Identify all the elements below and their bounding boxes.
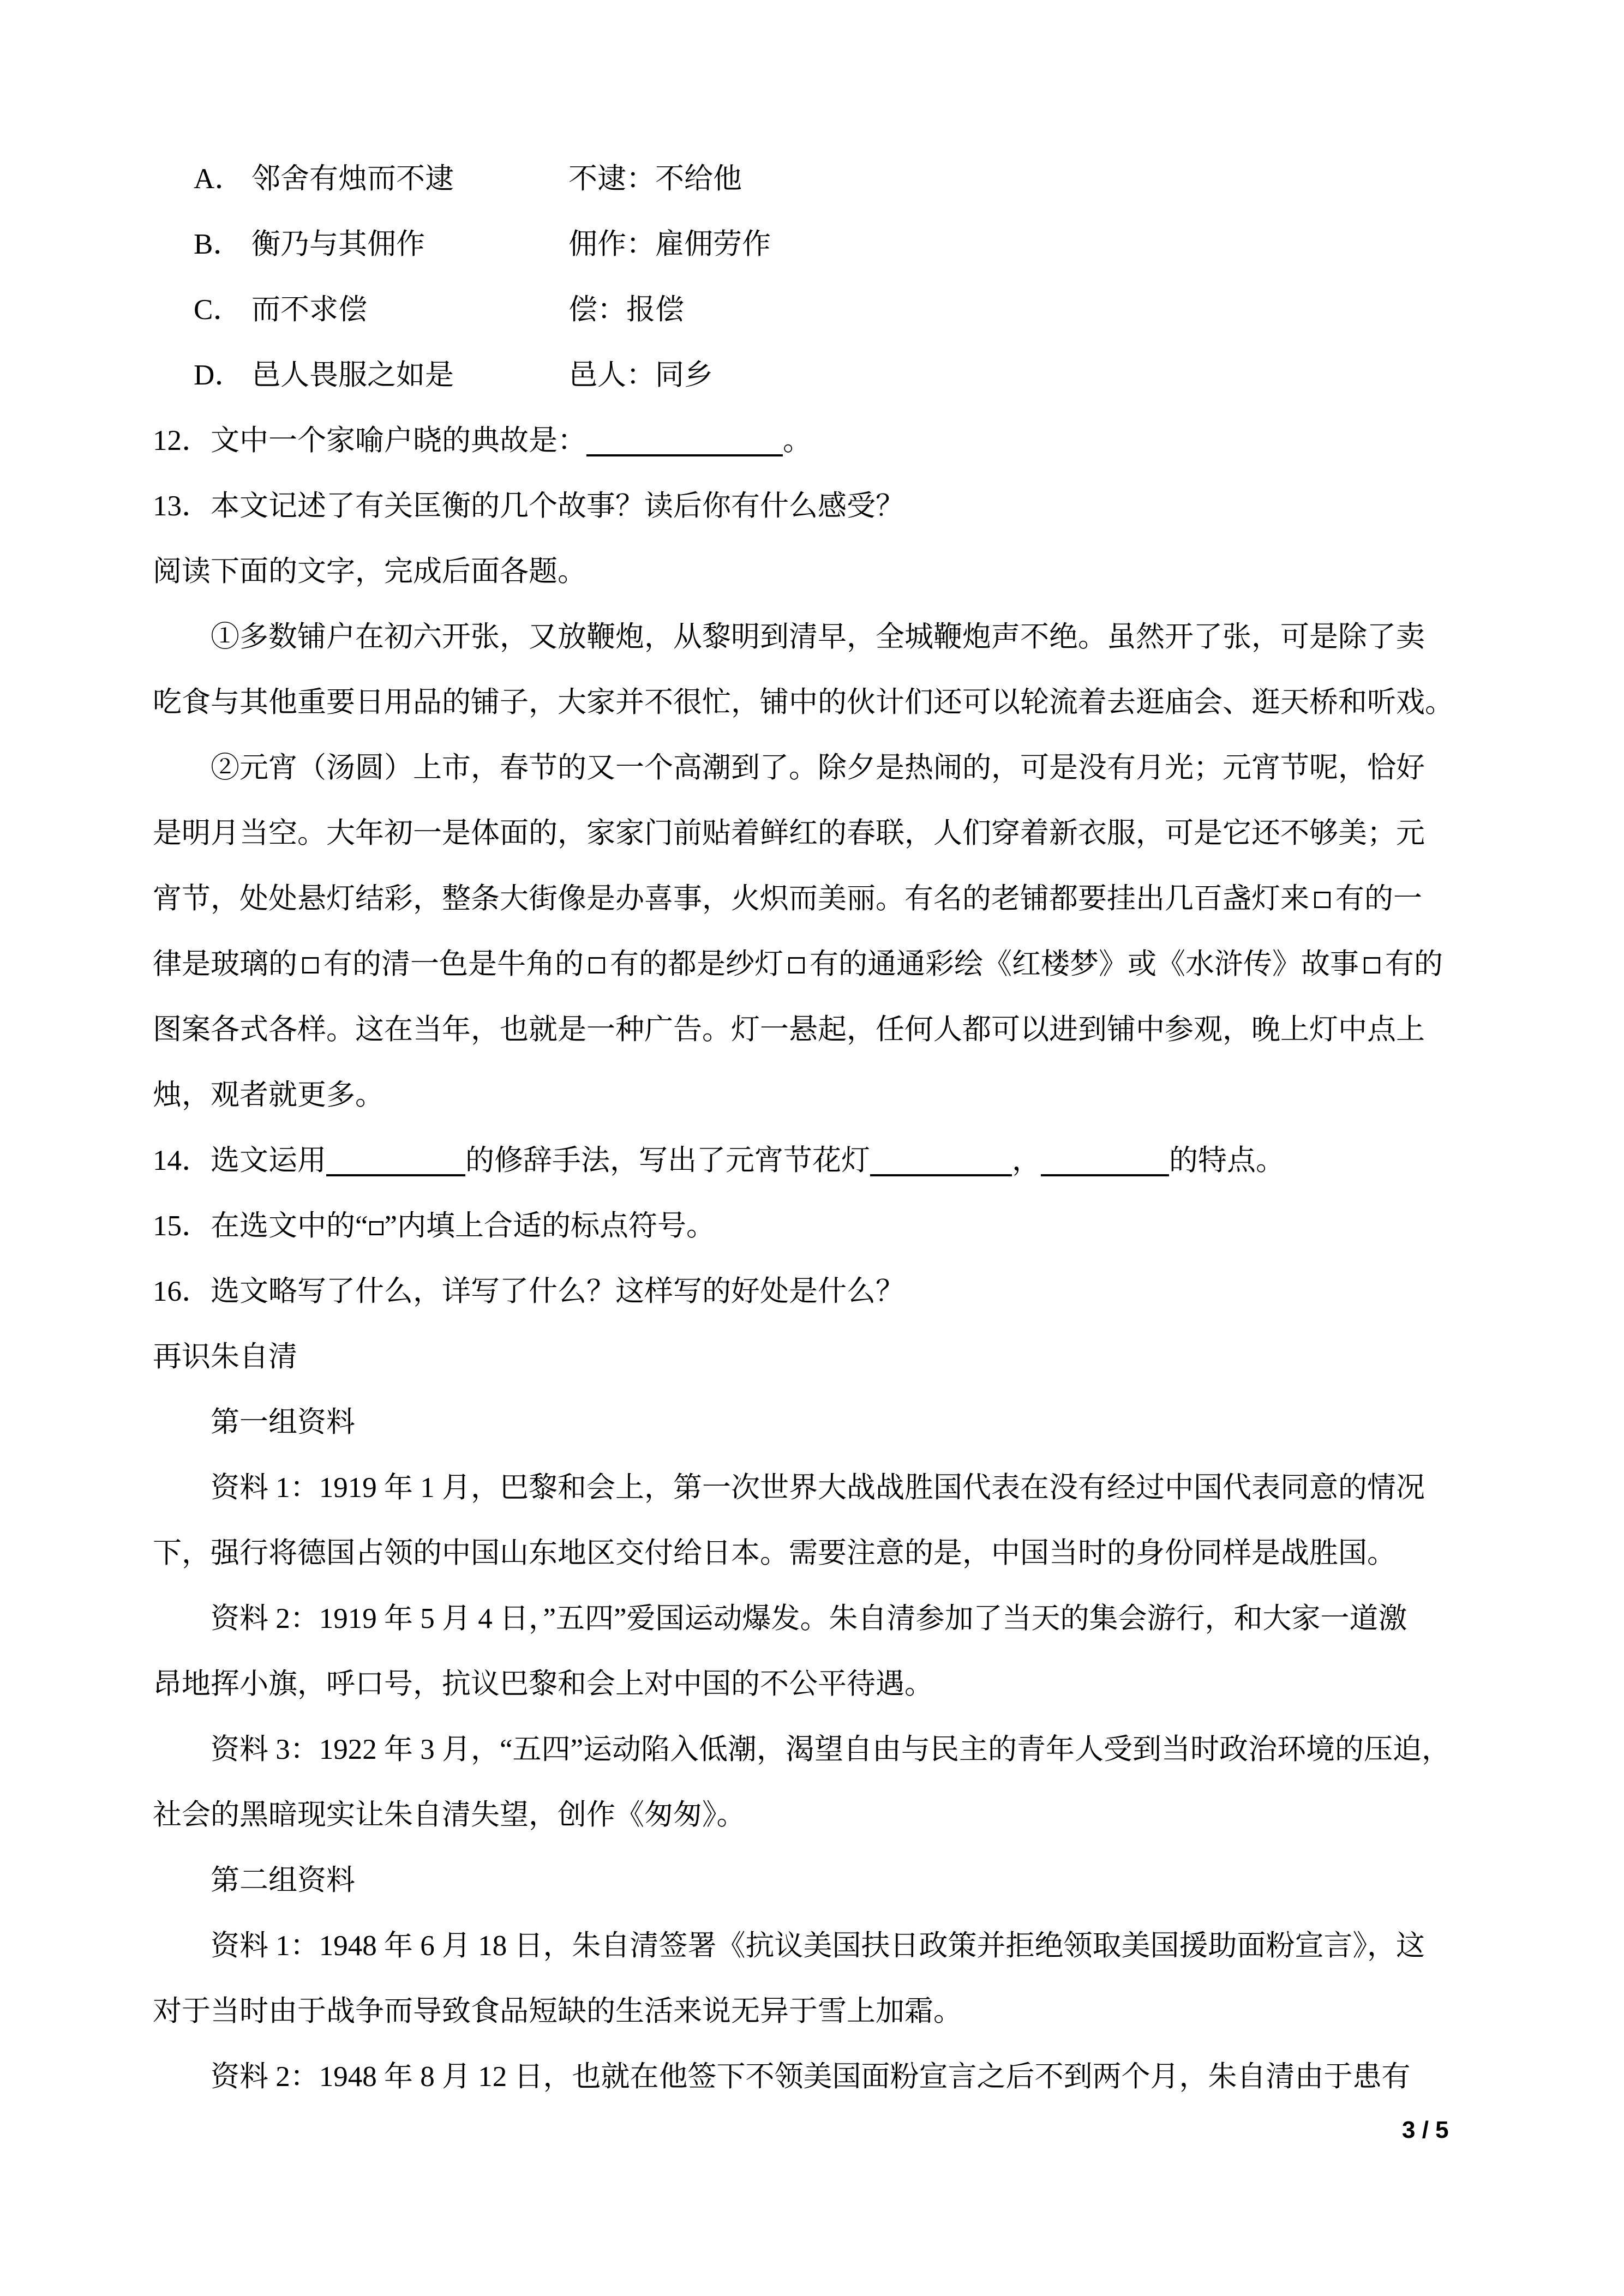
reading-instruction <box>153 539 1495 604</box>
passage-para2-line6 <box>153 1062 1495 1128</box>
passage-para1-line1 <box>153 604 1495 670</box>
choice-c-gloss: 偿：报偿 <box>568 294 684 326</box>
passage-para2-line4-text-b: 有的清一色是牛角的 <box>323 948 584 980</box>
choice-d-label: D． <box>194 359 244 391</box>
group2-heading-text: 第二组资料 <box>211 1865 355 1896</box>
question-14-blank-3 <box>1041 1144 1169 1176</box>
choice-a-row <box>153 146 1495 212</box>
group2-item1-line2-text: 对于当时由于战争而导致食品短缺的生活来说无异于雪上加霜。 <box>153 1996 962 2027</box>
question-12 <box>153 408 1495 473</box>
question-14-text1: 14．选文运用 <box>153 1145 326 1176</box>
punctuation-box-3 <box>589 957 605 973</box>
group2-item2-line1 <box>153 2044 1495 2109</box>
passage-para2-line1 <box>153 735 1495 801</box>
passage-para2-line3-text2: 有的一 <box>1335 883 1422 915</box>
question-14-blank-1 <box>326 1144 465 1176</box>
passage-para2-line4 <box>153 931 1495 997</box>
group2-item2-line1-text: 资料 2：1948 年 8 月 12 日，也就在他签下不领美国面粉宣言之后不到两个月，朱自清由于患有 <box>211 2061 1411 2093</box>
group1-item1-line2 <box>153 1520 1495 1586</box>
question-14 <box>153 1128 1495 1193</box>
group1-item2-line1-text: 资料 2：1919 年 5 月 4 日，”五四”爱国运动爆发。朱自清参加了当天的集会游行，和大家一道激 <box>211 1603 1407 1634</box>
question-13-text: 13．本文记述了有关匡衡的几个故事？读后你有什么感受？ <box>153 490 904 522</box>
choice-b-phrase: 衡乃与其佣作 <box>251 229 425 260</box>
question-14-text4: 的特点。 <box>1169 1145 1285 1176</box>
passage-para1-line2-text: 吃食与其他重要日用品的铺子，大家并不很忙，铺中的伙计们还可以轮流着去逛庙会、逛天桥和听戏。 <box>153 687 1454 718</box>
choice-d-row <box>153 342 1495 408</box>
group1-heading <box>153 1390 1495 1455</box>
punctuation-box-5 <box>1364 957 1380 973</box>
passage-para2-line3 <box>153 866 1495 931</box>
passage-para1-line2 <box>153 670 1495 735</box>
choice-b-label: B． <box>194 229 242 260</box>
reading-instruction-text: 阅读下面的文字，完成后面各题。 <box>153 556 586 587</box>
group1-item3-line1-text: 资料 3：1922 年 3 月，“五四”运动陷入低潮，渴望自由与民主的青年人受到当时政治环境的压迫， <box>211 1734 1451 1765</box>
punctuation-box-1 <box>1314 892 1331 908</box>
passage-para2-line1-text: ②元宵（汤圆）上市，春节的又一个高潮到了。除夕是热闹的，可是没有月光；元宵节呢，恰好 <box>211 752 1425 784</box>
choice-a-gloss: 不逮：不给他 <box>568 163 742 195</box>
group1-item1-line1-text: 资料 1：1919 年 1 月，巴黎和会上，第一次世界大战战胜国代表在没有经过中国代表同意的情况 <box>211 1472 1425 1504</box>
page-content <box>153 146 1495 2109</box>
group1-item3-line2-text: 社会的黑暗现实让朱自清失望，创作《匆匆》。 <box>153 1799 746 1831</box>
group2-heading <box>153 1848 1495 1913</box>
choice-a-text <box>194 146 568 212</box>
question-12-period: 。 <box>783 425 812 456</box>
question-12-text: 12．文中一个家喻户晓的典故是： <box>153 425 586 456</box>
group1-heading-text: 第一组资料 <box>211 1407 355 1438</box>
choice-d-gloss: 邑人：同乡 <box>568 359 713 391</box>
question-16 <box>153 1259 1495 1324</box>
group2-item1-line2 <box>153 1979 1495 2044</box>
punctuation-box-sample <box>369 1221 383 1235</box>
choice-b-gloss: 佣作：雇佣劳作 <box>568 229 771 260</box>
choice-c-text <box>194 277 568 342</box>
question-16-text: 16．选文略写了什么，详写了什么？这样写的好处是什么？ <box>153 1276 904 1307</box>
group1-item3-line1 <box>153 1717 1495 1782</box>
punctuation-box-4 <box>788 957 805 973</box>
passage-para2-line5 <box>153 997 1495 1062</box>
group1-item2-line2-text: 昂地挥小旗，呼口号，抗议巴黎和会上对中国的不公平待遇。 <box>153 1668 933 1700</box>
group1-item1-line2-text: 下，强行将德国占领的中国山东地区交付给日本。需要注意的是，中国当时的身份同样是战胜国。 <box>153 1537 1396 1569</box>
section-title-text: 再识朱自清 <box>153 1341 297 1373</box>
choice-d-phrase: 邑人畏服之如是 <box>251 359 454 391</box>
passage-para1-line1-text: ①多数铺户在初六开张，又放鞭炮，从黎明到清早，全城鞭炮声不绝。虽然开了张，可是除了卖 <box>211 621 1425 653</box>
choice-d-text <box>194 342 568 408</box>
passage-para2-line2-text: 是明月当空。大年初一是体面的，家家门前贴着鲜红的春联，人们穿着新衣服，可是它还不够美；元 <box>153 818 1425 849</box>
group1-item2-line2 <box>153 1651 1495 1717</box>
choice-b-text <box>194 212 568 277</box>
passage-para2-line4-text-a: 律是玻璃的 <box>153 948 297 980</box>
choice-c-row <box>153 277 1495 342</box>
question-15 <box>153 1193 1495 1259</box>
question-12-blank <box>586 424 783 456</box>
group1-item3-line2 <box>153 1782 1495 1848</box>
question-14-text3: ， <box>1012 1145 1041 1176</box>
question-15-text1: 15．在选文中的“ <box>153 1210 368 1242</box>
passage-para2-line2 <box>153 801 1495 866</box>
group1-item2-line1 <box>153 1586 1495 1651</box>
punctuation-box-2 <box>302 957 319 973</box>
choice-b-row <box>153 212 1495 277</box>
passage-para2-line4-text-e: 有的 <box>1385 948 1443 980</box>
passage-para2-line3-text: 宵节，处处悬灯结彩，整条大街像是办喜事，火炽而美丽。有名的老铺都要挂出几百盏灯来 <box>153 883 1309 915</box>
passage-para2-line5-text: 图案各式各样。这在当年，也就是一种广告。灯一悬起，任何人都可以进到铺中参观，晚上灯中点上 <box>153 1014 1425 1045</box>
passage-para2-line4-text-d: 有的通通彩绘《红楼梦》或《水浒传》故事 <box>810 948 1359 980</box>
question-13 <box>153 473 1495 539</box>
choice-c-label: C． <box>194 294 242 326</box>
choice-a-label: A． <box>194 163 244 195</box>
choice-c-phrase: 而不求偿 <box>251 294 367 326</box>
choice-a-phrase: 邻舍有烛而不逮 <box>251 163 454 195</box>
question-14-blank-2 <box>870 1144 1012 1176</box>
section-title <box>153 1324 1495 1390</box>
group1-item1-line1 <box>153 1455 1495 1520</box>
question-15-text2: ”内填上合适的标点符号。 <box>384 1210 716 1242</box>
question-14-text2: 的修辞手法，写出了元宵节花灯 <box>465 1145 870 1176</box>
group2-item1-line1-text: 资料 1：1948 年 6 月 18 日，朱自清签署《抗议美国扶日政策并拒绝领取美国援助面粉宣言》，这 <box>211 1930 1425 1962</box>
passage-para2-line4-text-c: 有的都是纱灯 <box>610 948 783 980</box>
passage-para2-line6-text: 烛，观者就更多。 <box>153 1079 384 1111</box>
page-number: 3 / 5 <box>1402 2117 1449 2143</box>
group2-item1-line1 <box>153 1913 1495 1979</box>
